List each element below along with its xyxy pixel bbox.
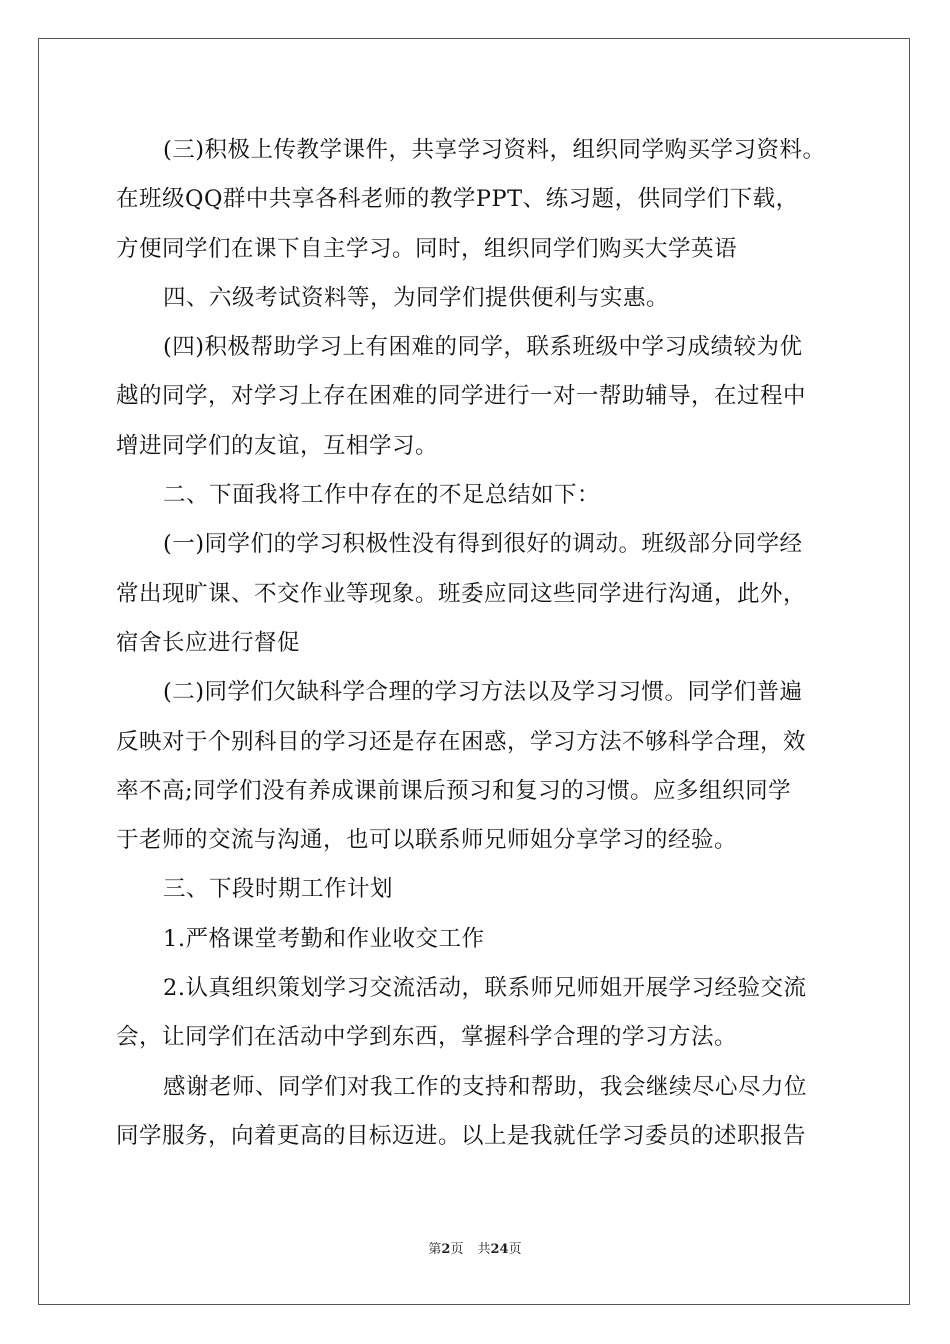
text-line: 1.严格课堂考勤和作业收交工作 [163, 925, 485, 952]
document-body [116, 126, 836, 1161]
text-line: (四)积极帮助学习上有困难的同学，联系班级中学习成绩较为优 [163, 334, 803, 361]
text-line: 方便同学们在课下自主学习。同时，组织同学们购买大学英语 [116, 235, 738, 262]
page-prefix: 第 [428, 1242, 442, 1257]
text-line: (二)同学们欠缺科学合理的学习方法以及学习习惯。同学们普遍 [163, 679, 803, 706]
page-number: 2 [441, 1242, 451, 1257]
text-line: 于老师的交流与沟通，也可以联系师兄师姐分享学习的经验。 [116, 827, 738, 854]
text-line: 常出现旷课、不交作业等现象。班委应同这些同学进行沟通，此外， [116, 580, 807, 607]
text-line: 会，让同学们在活动中学到东西，掌握科学合理的学习方法。 [116, 1024, 738, 1051]
page-suffix: 页 [450, 1242, 464, 1257]
text-line: 三、下段时期工作计划 [163, 876, 394, 903]
text-line: 2.认真组织策划学习交流活动，联系师兄师姐开展学习经验交流 [163, 975, 807, 1002]
text-line: 反映对于个别科目的学习还是存在困惑，学习方法不够科学合理，效 [116, 728, 807, 755]
total-suffix: 页 [508, 1242, 522, 1257]
text-line: (三)积极上传教学课件，共享学习资料，组织同学购买学习资料。 [163, 137, 826, 163]
total-pages: 24 [490, 1242, 509, 1257]
text-line: 感谢老师、同学们对我工作的支持和帮助，我会继续尽心尽力位 [163, 1073, 808, 1100]
total-prefix: 共 [477, 1242, 491, 1257]
text-line: 二、下面我将工作中存在的不足总结如下： [163, 482, 601, 509]
text-line: 率不高;同学们没有养成课前课后预习和复习的习惯。应多组织同学 [116, 777, 792, 804]
page-footer [0, 1240, 950, 1260]
text-line: 同学服务，向着更高的目标迈进。以上是我就任学习委员的述职报告 [116, 1122, 807, 1149]
text-line: 四、六级考试资料等，为同学们提供便利与实惠。 [163, 284, 670, 311]
text-line: 宿舍长应进行督促 [116, 629, 301, 656]
text-line: 越的同学，对学习上存在困难的同学进行一对一帮助辅导，在过程中 [116, 383, 807, 410]
text-line: 增进同学们的友谊，互相学习。 [116, 432, 439, 459]
text-line: 在班级QQ群中共享各科老师的教学PPT、练习题，供同学们下载， [116, 186, 799, 213]
text-line: (一)同学们的学习积极性没有得到很好的调动。班级部分同学经 [163, 531, 803, 558]
